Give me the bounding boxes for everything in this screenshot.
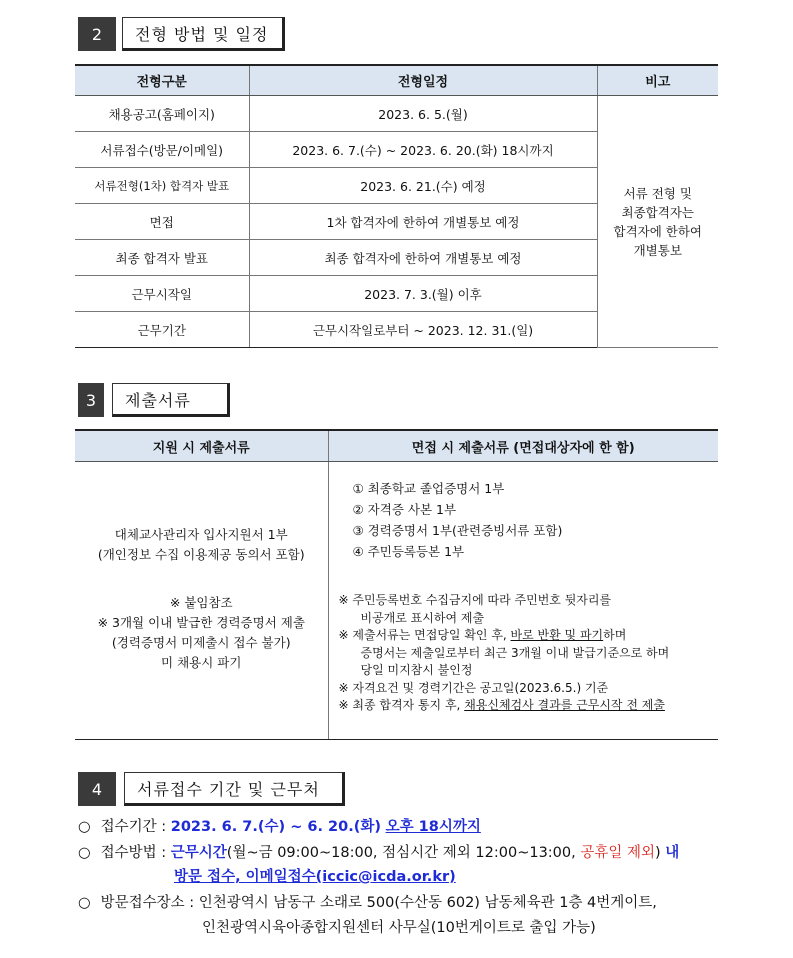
- apply-docs-cell: [75, 462, 328, 740]
- schedule-cell: 2023. 6. 7.(수) ~ 2023. 6. 20.(화) 18시까지: [249, 132, 597, 168]
- place-label: 방문접수장소 :: [100, 895, 199, 911]
- stage-cell: 면접: [75, 204, 249, 240]
- note-line: 최종합격자는: [621, 204, 694, 220]
- apply-note-line: (경력증명서 미제출시 접수 불가): [111, 635, 291, 650]
- stage-cell: 근무시작일: [75, 276, 249, 312]
- place-line-1: 인천광역시 남동구 소래로 500(수산동 602) 남동체육관 1층 4번게이트,: [198, 895, 657, 911]
- interview-doc-line: ④ 주민등록등본 1부: [352, 544, 465, 559]
- place-line: [78, 892, 657, 914]
- schedule-cell: 2023. 7. 3.(월) 이후: [249, 276, 597, 312]
- schedule-cell: 2023. 6. 5.(월): [249, 96, 597, 132]
- note-text: ※ 제출서류는 면접당일 확인 후,: [338, 628, 511, 642]
- section-4-title: 서류접수 기간 및 근무처: [124, 772, 345, 806]
- schedule-cell: 1차 합격자에 한하여 개별통보 예정: [249, 204, 597, 240]
- apply-note-line: 미 채용시 파기: [161, 655, 242, 670]
- method-tail: 내: [665, 845, 680, 861]
- period-line: [78, 816, 481, 838]
- note-text: ※ 최종 합격자 통지 후,: [338, 698, 465, 712]
- bullet: ○: [78, 845, 91, 861]
- documents-table-header: [75, 430, 718, 462]
- note-underlined: 채용신체검사 결과를 근무시작 전 제출: [464, 698, 665, 712]
- method-hours-text: (월~금 09:00~18:00, 점심시간 제외 12:00~13:00,: [226, 845, 581, 861]
- table-row: [75, 96, 718, 132]
- period-time: 오후 18시까지: [385, 819, 481, 835]
- schedule-cell: 2023. 6. 21.(수) 예정: [249, 168, 597, 204]
- stage-cell: 서류전형(1차) 합격자 발표: [75, 168, 249, 204]
- note-line: 서류 전형 및: [623, 185, 692, 201]
- section-3-header: [78, 383, 230, 417]
- place-line-2: 인천광역시육아종합지원센터 사무실(10번게이트로 출입 가능): [202, 920, 596, 936]
- section-2-title: 전형 방법 및 일정: [122, 17, 285, 51]
- schedule-table-header: [75, 65, 718, 96]
- period-label: 접수기간 :: [100, 819, 171, 835]
- method-line: [78, 842, 679, 864]
- interview-note-line: ※ 자격요건 및 경력기간은 공고일(2023.6.5.) 기준: [338, 680, 609, 695]
- method-visit: 방문 접수,: [174, 869, 246, 885]
- note-text: 하며: [603, 628, 627, 642]
- schedule-cell: 근무시작일로부터 ~ 2023. 12. 31.(일): [249, 312, 597, 348]
- stage-cell: 최종 합격자 발표: [75, 240, 249, 276]
- method-close: ): [655, 845, 661, 861]
- section-2-header: [78, 17, 285, 51]
- apply-note-line: ※ 붙임참조: [169, 595, 233, 610]
- interview-note-line: 당일 미지참시 불인정: [360, 663, 473, 677]
- method-line-2: [174, 866, 456, 888]
- apply-doc-line: (개인정보 수집 이용제공 동의서 포함): [97, 547, 305, 562]
- note-cell: [597, 96, 718, 348]
- note-line: 합격자에 한하여: [613, 223, 702, 239]
- interview-note-line: 증명서는 제출일로부터 최근 3개월 이내 발급기준으로 하며: [360, 645, 670, 660]
- documents-table: [75, 429, 718, 740]
- interview-note-line: ※ 주민등록번호 수집금지에 따라 주민번호 뒷자리를: [338, 593, 612, 607]
- method-label: 접수방법 :: [100, 845, 171, 861]
- stage-cell: 근무기간: [75, 312, 249, 348]
- interview-note-line: [339, 697, 719, 715]
- note-line: 개별통보: [633, 242, 682, 258]
- method-holiday: 공휴일 제외: [580, 845, 656, 861]
- interview-note-line: [339, 627, 719, 645]
- stage-cell: 서류접수(방문/이메일): [75, 132, 249, 168]
- header-schedule: 전형일정: [249, 65, 597, 96]
- interview-doc-line: ① 최종학교 졸업증명서 1부: [352, 481, 505, 496]
- apply-doc-line: 대체교사관리자 입사지원서 1부: [114, 527, 288, 542]
- method-hours-label: 근무시간: [170, 845, 227, 861]
- header-apply-docs: 지원 시 제출서류: [75, 430, 328, 462]
- section-4-number: 4: [78, 772, 116, 806]
- bullet: ○: [78, 895, 91, 911]
- interview-doc-line: ③ 경력증명서 1부(관련증빙서류 포함): [352, 523, 563, 538]
- header-note: 비고: [597, 65, 718, 96]
- apply-note-line: ※ 3개월 이내 발급한 경력증명서 제출: [97, 615, 305, 630]
- interview-doc-line: ② 자격증 사본 1부: [352, 502, 457, 517]
- section-3-title: 제출서류: [112, 383, 230, 417]
- table-row: [75, 462, 718, 740]
- header-stage: 전형구분: [75, 65, 249, 96]
- header-interview-docs: 면접 시 제출서류 (면접대상자에 한 함): [328, 430, 718, 462]
- bullet: ○: [78, 819, 91, 835]
- interview-docs-cell: [328, 462, 718, 740]
- schedule-cell: 최종 합격자에 한하여 개별통보 예정: [249, 240, 597, 276]
- method-email: 이메일접수(iccic@icda.or.kr): [245, 869, 456, 885]
- interview-note-line: 비공개로 표시하여 제출: [360, 610, 485, 625]
- period-value: 2023. 6. 7.(수) ~ 6. 20.(화): [170, 819, 382, 835]
- section-4-header: [78, 772, 345, 806]
- section-3-number: 3: [78, 383, 104, 417]
- note-underlined: 바로 반환 및 파기: [510, 628, 604, 642]
- schedule-table: [75, 64, 718, 348]
- section-2-number: 2: [78, 17, 116, 51]
- stage-cell: 채용공고(홈페이지): [75, 96, 249, 132]
